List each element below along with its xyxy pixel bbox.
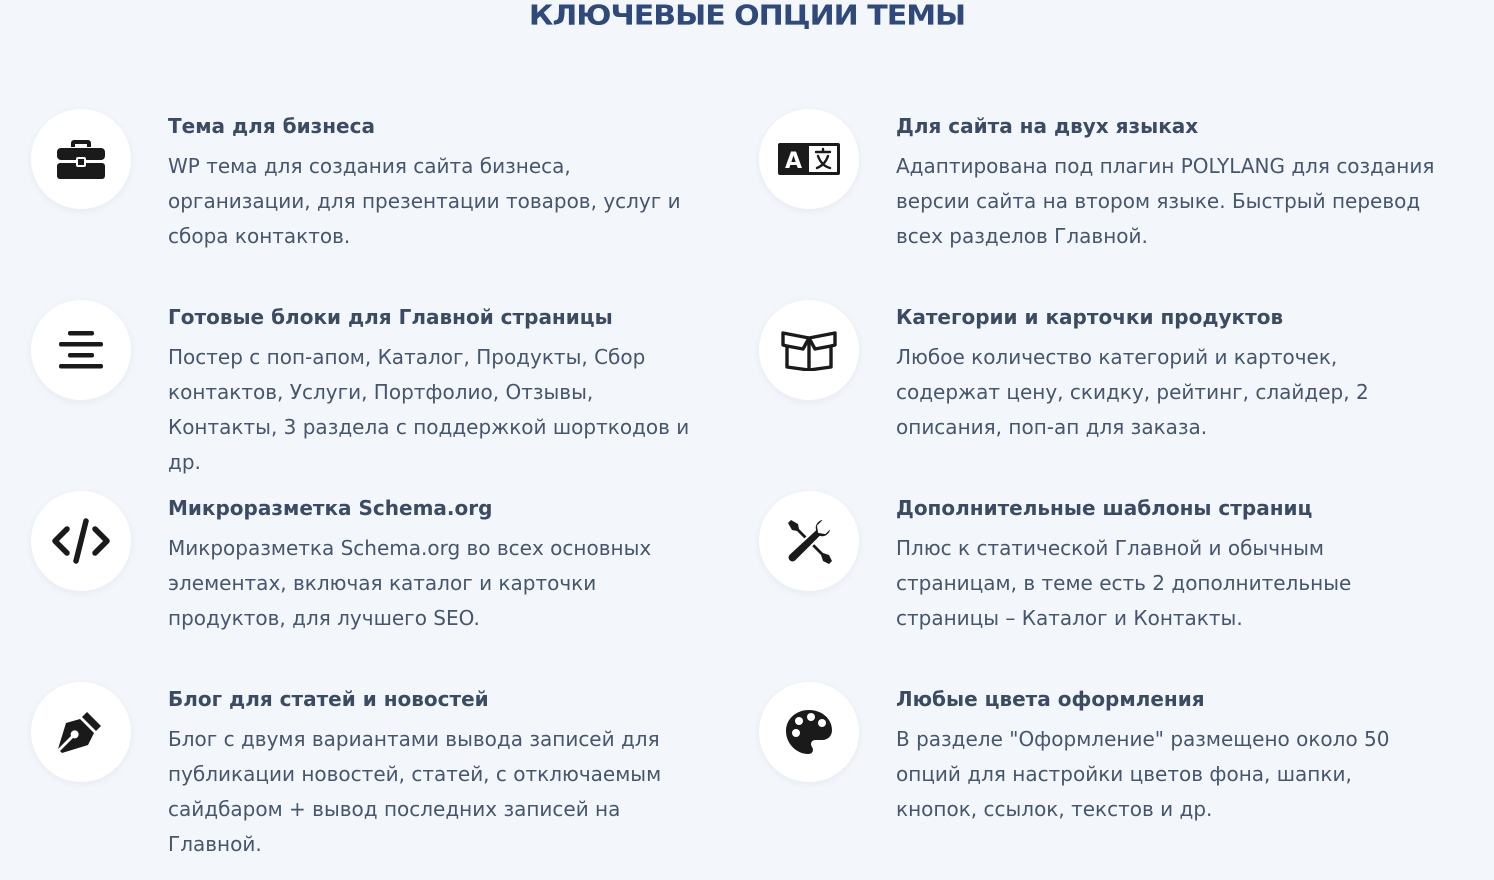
feature-title: Блог для статей и новостей [168, 687, 489, 711]
translate-icon-letter: A [784, 149, 803, 174]
align-center-icon [59, 331, 103, 369]
feature-icon-circle [31, 682, 131, 782]
tools-icon [785, 517, 833, 565]
code-icon [52, 518, 110, 564]
feature-title: Готовые блоки для Главной страницы [168, 305, 613, 329]
feature-title: Микроразметка Schema.org [168, 496, 493, 520]
pen-nib-icon [57, 708, 105, 756]
feature-icon-circle [31, 109, 131, 209]
feature-icon-circle [759, 682, 859, 782]
feature-icon-circle [759, 491, 859, 591]
feature-description: Микроразметка Schema.org во всех основных элементах, включая каталог и карточки продуктов, для лучшего SEO. [168, 536, 652, 630]
feature-icon-circle [759, 109, 859, 209]
feature-title: Тема для бизнеса [168, 114, 375, 138]
translate-icon [778, 143, 840, 175]
feature-description: Плюс к статической Главной и обычным страницам, в теме есть 2 дополнительные страницы – Каталог и Контакты. [896, 536, 1352, 630]
feature-icon-circle [759, 300, 859, 400]
palette-icon [785, 709, 833, 755]
briefcase-icon [57, 138, 105, 180]
feature-description: В разделе "Оформление" размещено около 50 опций для настройки цветов фона, шапки, кнопок, ссылок, текстов и др. [896, 727, 1390, 821]
feature-title: Любые цвета оформления [896, 687, 1205, 711]
feature-description: Блог с двумя вариантами вывода записей для публикации новостей, статей, с отключаемым сайдбаром + вывод последних записей на Главной. [168, 727, 662, 856]
feature-icon-circle [31, 300, 131, 400]
feature-title: Для сайта на двух языках [896, 114, 1199, 138]
box-open-icon [780, 329, 838, 371]
feature-description: Постер с поп-апом, Каталог, Продукты, Сбор контактов, Услуги, Портфолио, Отзывы, Контакты, 3 раздела с поддержкой шорткодов и др. [168, 345, 690, 474]
feature-title: Дополнительные шаблоны страниц [896, 496, 1313, 520]
feature-description: Любое количество категорий и карточек, содержат цену, скидку, рейтинг, слайдер, 2 описания, поп-ап для заказа. [896, 345, 1369, 439]
feature-description: Адаптирована под плагин POLYLANG для создания версии сайта на втором языке. Быстрый перевод всех разделов Главной. [896, 154, 1435, 248]
feature-icon-circle [31, 491, 131, 591]
section-title: КЛЮЧЕВЫЕ ОПЦИИ ТЕМЫ [528, 0, 966, 32]
feature-description: WP тема для создания сайта бизнеса, организации, для презентации товаров, услуг и сбора контактов. [168, 154, 681, 248]
feature-title: Категории и карточки продуктов [896, 305, 1284, 329]
